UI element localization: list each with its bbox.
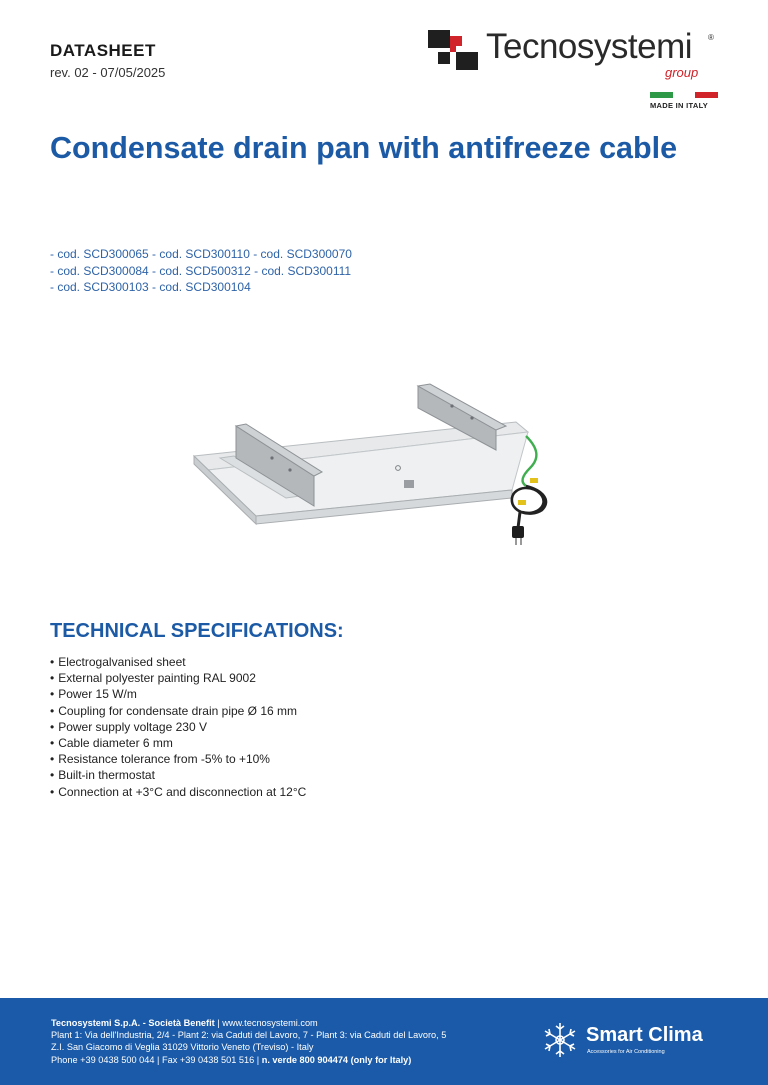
snowflake-icon [540, 1020, 580, 1060]
flag-white [673, 92, 696, 98]
registered-mark: ® [708, 33, 714, 42]
separator: | [157, 1054, 160, 1065]
toll-free-number: n. verde 800 904474 (only for Italy) [261, 1054, 412, 1065]
page-title: Condensate drain pan with antifreeze cable [50, 131, 678, 165]
page-footer [0, 998, 768, 1085]
tecnosystemi-mark-icon [428, 30, 478, 70]
spec-item: • Power supply voltage 230 V [50, 719, 306, 735]
specs-list [50, 654, 306, 800]
drain-pan-product-image [190, 378, 560, 548]
revision-date: rev. 02 - 07/05/2025 [50, 65, 166, 80]
partner-name: Smart Clima [586, 1024, 703, 1046]
separator: | [217, 1018, 220, 1028]
brand-name: Tecnosystemi [486, 27, 693, 66]
spec-item: • Connection at +3°C and disconnection at 12°C [50, 784, 306, 800]
fax-number: Fax +39 0438 501 516 [161, 1054, 255, 1065]
code-line: - cod. SCD300084 - cod. SCD500312 - cod. SCD300111 [50, 263, 352, 278]
company-info [51, 1017, 446, 1066]
italian-flag-icon [650, 92, 718, 98]
spec-item: • External polyester painting RAL 9002 [50, 670, 306, 686]
made-in-italy-text: MADE IN ITALY [650, 101, 709, 110]
spec-item: • Coupling for condensate drain pipe Ø 16 mm [50, 703, 306, 719]
code-line: - cod. SCD300065 - cod. SCD300110 - cod. SCD300070 [50, 247, 352, 261]
phone-number: Phone +39 0438 500 044 [51, 1054, 155, 1065]
contact-line [51, 1054, 446, 1066]
spec-item: • Electrogalvanised sheet [50, 654, 306, 670]
tecnosystemi-logo [428, 27, 718, 87]
smart-clima-logo [540, 1020, 730, 1062]
spec-item: • Resistance tolerance from -5% to +10% [50, 751, 306, 767]
company-line [51, 1017, 446, 1029]
specs-heading: TECHNICAL SPECIFICATIONS: [50, 620, 344, 642]
flag-red [695, 92, 718, 98]
brand-group: group [665, 65, 699, 80]
spec-item: • Power 15 W/m [50, 686, 306, 702]
address-line: Z.I. San Giacomo di Veglia 31029 Vittorio Veneto (Treviso) - Italy [51, 1042, 314, 1053]
company-name: Tecnosystemi S.p.A. - Società Benefit [51, 1018, 215, 1028]
spec-item: • Cable diameter 6 mm [50, 735, 306, 751]
product-codes [50, 246, 352, 296]
spec-item: • Built-in thermostat [50, 767, 306, 783]
flag-green [650, 92, 673, 98]
partner-tagline: Accessories for Air Conditioning [587, 1049, 665, 1055]
code-line: - cod. SCD300103 - cod. SCD300104 [50, 280, 251, 294]
document-type: DATASHEET [50, 41, 156, 60]
made-in-italy-badge [650, 92, 718, 110]
separator: | [256, 1054, 260, 1065]
plants-line: Plant 1: Via dell'Industria, 2/4 - Plant 2: via Caduti del Lavoro, 7 - Plant 3: via Caduti del Lavoro, 5 [51, 1030, 447, 1041]
website-link[interactable]: www.tecnosystemi.com [222, 1018, 318, 1028]
